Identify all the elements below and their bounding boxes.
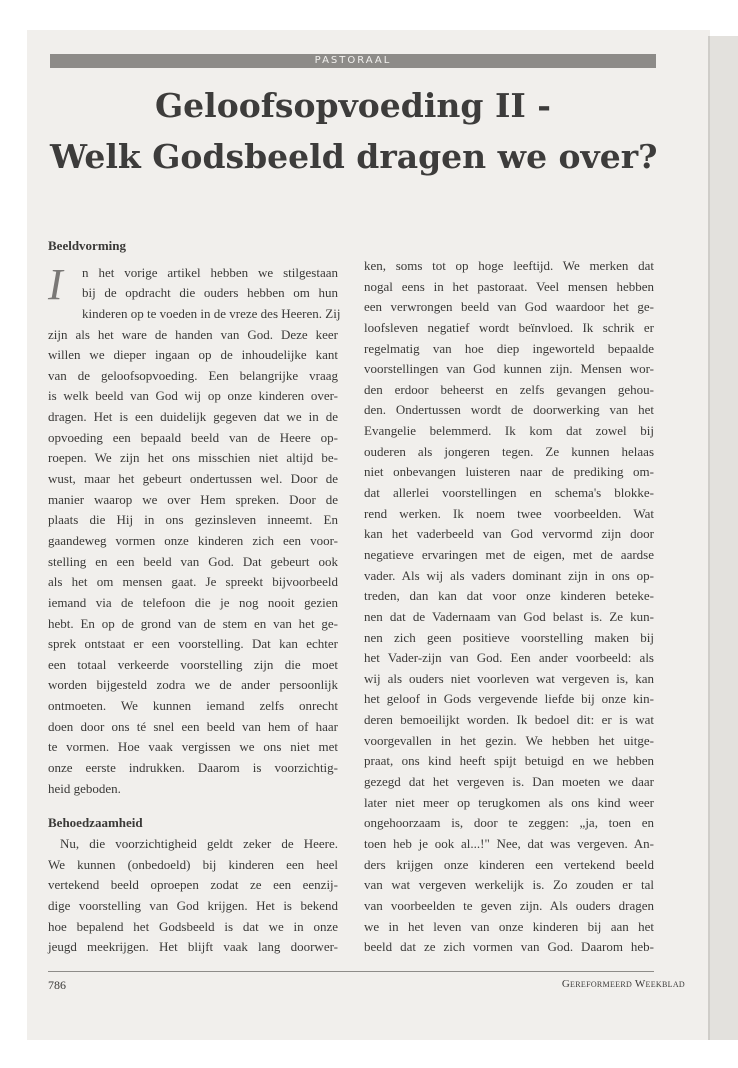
- text-line: sprek ontstaat er een voorstelling. Dat kan echter: [48, 636, 338, 652]
- footer-rule: [48, 971, 654, 972]
- section-label: PASTORAAL: [50, 54, 656, 68]
- left-paragraph-1: [48, 259, 341, 800]
- text-line: dragen. Het is een duidelijk gegeven dat we in de: [48, 409, 338, 425]
- left-paragraph-2: [48, 834, 338, 958]
- text-line: We kunnen (onbedoeld) bij kinderen een heel: [48, 856, 338, 872]
- text-line: n het vorige artikel hebben we stilgestaan: [82, 264, 338, 280]
- text-line: nen zich geen positieve voorstelling maken bij: [364, 629, 654, 645]
- right-column: [364, 256, 654, 958]
- text-line: niet onbevangen luisteren naar de prediking om-: [364, 464, 654, 480]
- text-line: van wat vergeven werkelijk is. Zo zouden er tal: [364, 877, 654, 893]
- text-line: Nu, die voorzichtigheid geldt zeker de Heere.: [60, 835, 338, 851]
- drop-cap: I: [48, 259, 63, 309]
- text-line: ouderen als jongeren tegen. Ze kunnen helaas: [364, 443, 654, 459]
- text-line: wust, maar het gebeurt ondertussen wel. Door de: [48, 471, 338, 487]
- text-line: wij als ouders niet voorleven wat vergeven is, kan: [364, 670, 654, 686]
- text-line: dat allerlei voorstellingen en schema's blokke-: [364, 485, 654, 501]
- text-line: Evangelie belemmerd. Ik kom dat zowel bij: [364, 423, 654, 439]
- text-line: negatieve ervaringen met de eigen, met de aardse: [364, 546, 654, 562]
- text-line: voorgevallen in het gezin. We hebben het uitge-: [364, 732, 654, 748]
- text-line: heid geboden.: [48, 780, 121, 796]
- text-line: den erdoor beheerst en zelfs gevangen gehou-: [364, 381, 654, 397]
- text-line: jeugd meekrijgen. Het blijft vaak lang doorwer-: [48, 939, 338, 955]
- publication-name: Gereformeerd Weekblad: [561, 978, 685, 990]
- text-line: deren bemoeilijkt worden. Ik bedoel dit: er is wat: [364, 712, 654, 728]
- text-line: het geloof in Gods vergevende liefde bij onze kin-: [364, 691, 654, 707]
- title-line-2: Welk Godsbeeld dragen we over?: [50, 137, 658, 176]
- text-line: vader. Als wij als vaders dominant zijn in ons op-: [364, 567, 654, 583]
- text-line: treden, dan kan dat voor onze kinderen beteke-: [364, 588, 654, 604]
- subheading-behoedzaamheid: Behoedzaamheid: [48, 815, 143, 831]
- text-line: roepen. We zijn het ons misschien niet altijd be-: [48, 450, 338, 466]
- text-line: dige voorstelling van God krijgen. Het is bekend: [48, 897, 338, 913]
- text-line: hebt. En op de grond van de stem en van het ge-: [48, 615, 338, 631]
- text-line: stelling en een beeld van God. Dat gebeurt ook: [48, 553, 338, 569]
- text-line: ontmoeten. We kunnen iemand zelfs onrecht: [48, 698, 338, 714]
- text-line: van de geloofsopvoeding. Een belangrijke vraag: [48, 367, 338, 383]
- text-line: is welk beeld van God wij op onze kinderen over-: [48, 388, 338, 404]
- page-number: 786: [48, 978, 66, 992]
- text-line: voorstellingen van God kunnen zijn. Mensen wor-: [364, 361, 654, 377]
- text-line: bij de opdracht die ouders hebben om hun: [82, 285, 338, 301]
- text-line: ongehoorzaam is, door te zeggen: „ja, toen en: [364, 815, 654, 831]
- text-line: nen dat de Vadernaam van God belast is. Ze kun-: [364, 608, 654, 624]
- text-line: ken, soms tot op hoge leeftijd. We merken dat: [364, 258, 654, 273]
- text-line: later niet meer op terugkomen als ons kind weer: [364, 794, 654, 810]
- text-line: regelmatig van hoe diep ingeworteld bepaalde: [364, 340, 654, 356]
- text-line: worden bijgesteld zodra we de ander persoonlijk: [48, 677, 338, 693]
- text-line: willen we dieper ingaan op de inhoudelijke kant: [48, 347, 338, 363]
- text-line: doen door ons té snel een beeld van hem of haar: [48, 718, 338, 734]
- text-line: praat, ons kind heeft spijt betuigd en we hebben: [364, 753, 654, 769]
- left-column: [48, 236, 341, 958]
- text-line: kinderen op te voeden in de vreze des Heeren. Zij: [82, 305, 341, 321]
- text-line: plaats die Hij in ons gezinsleven inneemt. En: [48, 512, 338, 528]
- text-line: nogal eens in het pastoraat. Veel mensen hebben: [364, 278, 654, 294]
- text-line: manier waarop we over Hem spreken. Door de: [48, 491, 338, 507]
- title-line-1: Geloofsopvoeding II -: [155, 86, 551, 125]
- text-line: een verwrongen beeld van God waardoor het ge-: [364, 299, 654, 315]
- text-line: onze eerste indrukken. Daarom is voorzichtig-: [48, 760, 338, 776]
- text-line: iemand via de telefoon die je nog nooit gezien: [48, 594, 338, 610]
- text-line: den. Ondertussen wordt de doorwerking van het: [364, 402, 654, 418]
- text-line: te vormen. Hoe vaak vergissen we ons niet met: [48, 739, 338, 755]
- right-paragraph: [364, 256, 654, 958]
- text-line: toen heb je ook al...!" Nee, dat was vergeven. An-: [364, 835, 654, 851]
- text-line: loofsleven negatief wordt beïnvloed. Ik schrik er: [364, 319, 654, 335]
- text-line: ders krijgen onze kinderen een vertekend beeld: [364, 856, 654, 872]
- text-line: gaandeweg vormen onze kinderen zich een voor-: [48, 532, 338, 548]
- subheading-beeldvorming: Beeldvorming: [48, 238, 126, 253]
- article-title: [50, 80, 656, 182]
- text-line: het Vader-zijn van God. Een ander voorbeeld: als: [364, 650, 654, 666]
- text-line: beeld dat ze zich vormen van God. Daarom heb-: [364, 939, 654, 955]
- adjacent-page-edge: [708, 36, 738, 1040]
- text-line: van voorbeelden te geven zijn. Als ouders dragen: [364, 897, 654, 913]
- text-line: vertekend beeld oproepen zodat ze een eenzij-: [48, 877, 338, 893]
- text-line: opvoeding een bepaald beeld van de Heere op-: [48, 429, 338, 445]
- text-line: zijn als het ware de handen van God. Deze keer: [48, 326, 338, 342]
- text-line: een totaal verkeerde voorstelling zijn die moet: [48, 656, 338, 672]
- text-line: gezegd dat het vergeven is. Dan moeten we daar: [364, 774, 654, 790]
- text-line: als het om mensen gaat. Je spreekt bijvoorbeeld: [48, 574, 338, 590]
- text-line: hoe bepalend het Godsbeeld is dat we in onze: [48, 918, 338, 934]
- text-line: rend werken. Ik noem twee voorbeelden. Wat: [364, 505, 654, 521]
- text-line: kan het vaderbeeld van God vervormd zijn door: [364, 526, 654, 542]
- text-line: we in het leven van onze kinderen bij aan het: [364, 918, 654, 934]
